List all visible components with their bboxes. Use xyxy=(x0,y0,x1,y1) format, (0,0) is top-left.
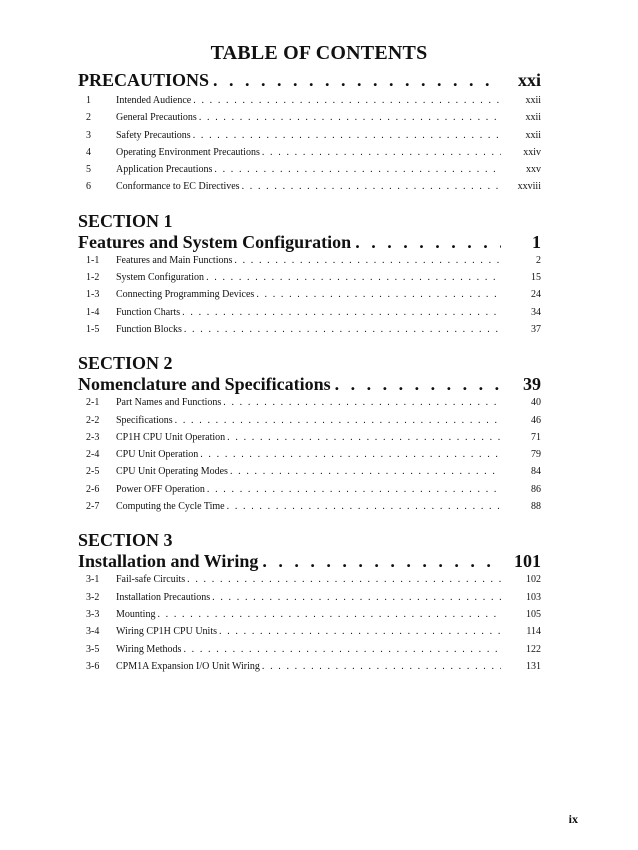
entry-title: CPM1A Expansion I/O Unit Wiring xyxy=(116,660,260,672)
toc-entry[interactable] xyxy=(78,484,541,501)
toc-entry[interactable] xyxy=(78,164,541,181)
entry-page: 79 xyxy=(531,449,541,461)
entry-title: General Precautions xyxy=(116,112,197,124)
section-precautions xyxy=(78,70,541,199)
entry-number: 2-7 xyxy=(86,501,100,513)
section-heading[interactable] xyxy=(78,70,541,91)
entry-number: 6 xyxy=(86,181,91,193)
toc-entry[interactable] xyxy=(78,432,541,449)
dot-leader xyxy=(200,449,501,460)
dot-leader xyxy=(193,130,501,141)
entry-title: CPU Unit Operating Modes xyxy=(116,466,228,478)
dot-leader xyxy=(206,272,501,283)
dot-leader xyxy=(219,626,501,637)
section-label: SECTION 2 xyxy=(78,353,173,374)
entry-number: 3-5 xyxy=(86,643,100,655)
entry-number: 1-4 xyxy=(86,306,100,318)
entry-number: 2 xyxy=(86,112,91,124)
toc-entry[interactable] xyxy=(78,255,541,272)
entry-page: xxii xyxy=(525,129,541,141)
dot-leader xyxy=(199,112,501,123)
entry-title: Features and Main Functions xyxy=(116,254,233,266)
toc-entry[interactable] xyxy=(78,501,541,518)
entry-number: 2-5 xyxy=(86,466,100,478)
entry-page: 131 xyxy=(526,660,541,672)
entry-number: 5 xyxy=(86,164,91,176)
entry-title: Specifications xyxy=(116,414,173,426)
section-title: Features and System Configuration xyxy=(78,231,352,252)
section-1 xyxy=(78,211,541,341)
entry-number: 2-2 xyxy=(86,414,100,426)
dot-leader xyxy=(234,255,501,266)
entry-number: 3-1 xyxy=(86,574,100,586)
toc-entry[interactable] xyxy=(78,130,541,147)
entry-number: 2-1 xyxy=(86,397,100,409)
toc-entry[interactable] xyxy=(78,466,541,483)
entry-title: Intended Audience xyxy=(116,95,192,106)
toc-entry[interactable] xyxy=(78,609,541,626)
entry-page: xxviii xyxy=(517,181,541,193)
section-page: 101 xyxy=(514,551,541,572)
dot-leader xyxy=(230,466,501,477)
toc-entry[interactable] xyxy=(78,397,541,414)
entry-title: Computing the Cycle Time xyxy=(116,501,225,513)
entry-title: Part Names and Functions xyxy=(116,397,222,409)
entry-page: 105 xyxy=(526,608,541,620)
entry-page: 34 xyxy=(531,306,541,318)
section-label: SECTION 1 xyxy=(78,210,173,231)
entry-title: Wiring Methods xyxy=(116,643,182,655)
entry-number: 3-4 xyxy=(86,626,100,638)
entry-title: Connecting Programming Devices xyxy=(116,289,255,301)
entry-title: Function Blocks xyxy=(116,323,182,335)
entry-number: 1-2 xyxy=(86,272,100,284)
entry-number: 2-3 xyxy=(86,431,100,443)
entry-title: System Configuration xyxy=(116,272,205,284)
toc-entry[interactable] xyxy=(78,112,541,129)
dot-leader xyxy=(223,397,501,408)
section-heading[interactable] xyxy=(78,374,541,395)
dot-leader xyxy=(213,70,501,91)
dot-leader xyxy=(184,324,501,335)
dot-leader xyxy=(262,551,501,572)
entry-page: 15 xyxy=(531,272,541,284)
entry-number: 3-6 xyxy=(86,660,100,672)
section-heading[interactable] xyxy=(78,551,541,572)
toc-entry[interactable] xyxy=(78,307,541,324)
entry-page: 71 xyxy=(531,431,541,443)
entry-title: Conformance to EC Directives xyxy=(116,181,240,193)
dot-leader xyxy=(227,501,501,512)
entry-page: 102 xyxy=(526,574,541,586)
toc-entry[interactable] xyxy=(78,181,541,198)
entry-number: 2-6 xyxy=(86,483,100,495)
toc-entry[interactable] xyxy=(78,661,541,678)
entry-number: 1-1 xyxy=(86,254,100,266)
toc-entry[interactable] xyxy=(78,626,541,643)
section-label: SECTION 3 xyxy=(78,530,173,551)
entry-page: xxiv xyxy=(523,146,541,158)
dot-leader xyxy=(335,374,501,395)
toc-entry[interactable] xyxy=(78,574,541,591)
page-title: TABLE OF CONTENTS xyxy=(210,42,428,64)
entry-page: 88 xyxy=(531,501,541,513)
entry-title: Safety Precautions xyxy=(116,129,191,141)
entry-title: Fail-safe Circuits xyxy=(116,574,186,586)
toc-entry[interactable] xyxy=(78,324,541,341)
entry-number: 4 xyxy=(86,146,91,158)
entry-title: Installation Precautions xyxy=(116,591,211,603)
dot-leader xyxy=(355,232,501,253)
dot-leader xyxy=(187,574,501,585)
entry-number: 1-3 xyxy=(86,289,100,301)
dot-leader xyxy=(256,289,501,300)
dot-leader xyxy=(212,592,501,603)
entry-title: CP1H CPU Unit Operation xyxy=(116,431,226,443)
section-page: xxi xyxy=(517,70,541,90)
section-page: 1 xyxy=(532,231,541,252)
entry-number: 3-3 xyxy=(86,608,100,620)
entry-number: 1 xyxy=(86,95,91,106)
section-title: Installation and Wiring xyxy=(78,551,259,572)
section-title: PRECAUTIONS xyxy=(78,70,210,90)
entry-number: 2-4 xyxy=(86,449,100,461)
toc-entry[interactable] xyxy=(78,289,541,306)
dot-leader xyxy=(262,147,501,158)
entry-title: Power OFF Operation xyxy=(116,483,205,495)
section-item-list xyxy=(78,95,541,199)
entry-title: CPU Unit Operation xyxy=(116,449,199,461)
toc-entry[interactable] xyxy=(78,272,541,289)
entry-page: 122 xyxy=(526,643,541,655)
section-heading[interactable] xyxy=(78,232,541,253)
section-page: 39 xyxy=(523,374,541,395)
dot-leader xyxy=(242,181,501,192)
entry-page: 40 xyxy=(531,397,541,409)
entry-page: xxv xyxy=(526,164,541,176)
dot-leader xyxy=(207,484,501,495)
entry-number: 1-5 xyxy=(86,323,100,335)
entry-title: Wiring CP1H CPU Units xyxy=(116,626,218,638)
entry-title: Application Precautions xyxy=(116,164,213,176)
entry-page: 114 xyxy=(526,626,541,638)
entry-page: 86 xyxy=(531,483,541,495)
entry-page: 46 xyxy=(531,414,541,426)
entry-number: 3-2 xyxy=(86,591,100,603)
toc-entry[interactable] xyxy=(78,449,541,466)
entry-page: xxii xyxy=(525,112,541,124)
entry-page: 103 xyxy=(526,591,541,603)
dot-leader xyxy=(183,644,501,655)
dot-leader xyxy=(193,95,501,106)
entry-title: Function Charts xyxy=(116,306,181,318)
dot-leader xyxy=(262,661,501,672)
entry-page: xxii xyxy=(525,95,541,106)
entry-page: 84 xyxy=(531,466,541,478)
toc-entry[interactable] xyxy=(78,592,541,609)
dot-leader xyxy=(214,164,501,175)
dot-leader xyxy=(175,415,501,426)
dot-leader xyxy=(182,307,501,318)
page-number: ix xyxy=(568,812,578,826)
entry-number: 3 xyxy=(86,129,91,141)
section-2 xyxy=(78,353,541,518)
toc-entry[interactable] xyxy=(78,644,541,661)
section-title: Nomenclature and Specifications xyxy=(78,374,331,395)
section-item-list xyxy=(78,255,541,341)
section-item-list xyxy=(78,397,541,518)
entry-page: 37 xyxy=(531,323,541,335)
toc-entry[interactable] xyxy=(78,147,541,164)
entry-page: 2 xyxy=(536,254,541,266)
entry-page: 24 xyxy=(531,289,541,301)
section-3 xyxy=(78,530,541,678)
dot-leader xyxy=(227,432,501,443)
toc-entry[interactable] xyxy=(78,415,541,432)
entry-title: Mounting xyxy=(116,608,156,620)
dot-leader xyxy=(157,609,501,620)
table-of-contents xyxy=(78,70,541,678)
section-item-list xyxy=(78,574,541,678)
toc-entry[interactable] xyxy=(78,95,541,112)
entry-title: Operating Environment Precautions xyxy=(116,146,260,158)
